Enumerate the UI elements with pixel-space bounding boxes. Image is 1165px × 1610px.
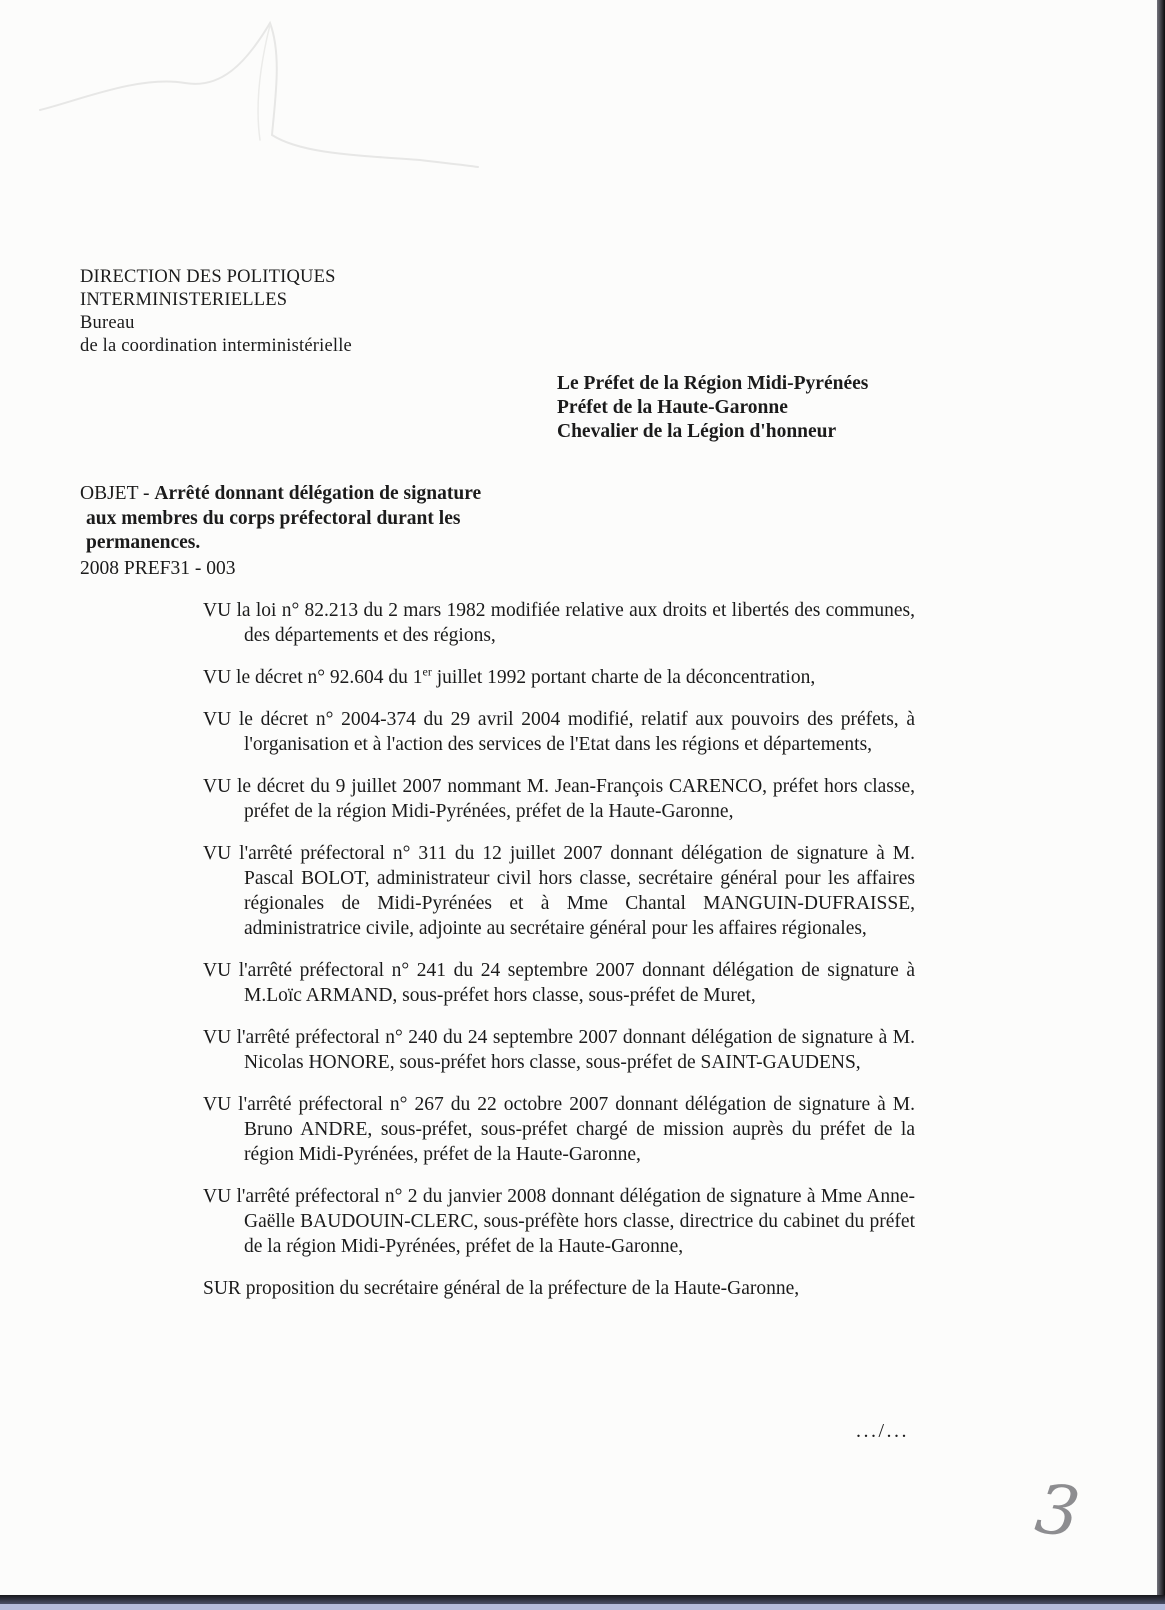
- recital-paragraph: VU l'arrêté préfectoral n° 311 du 12 juillet 2007 donnant délégation de signature à M. Pascal BOLOT, administrateur civil hors classe, secrétaire général pour les affaires régionales de Midi-Pyrénées et à Mme Chantal MANGUIN-DUFRAISSE, administratrice civile, adjointe au secrétaire général pour les affaires régionales,: [203, 843, 915, 939]
- recital-paragraph: VU l'arrêté préfectoral n° 267 du 22 octobre 2007 donnant délégation de signature à M. Bruno ANDRE, sous-préfet, sous-préfet chargé de mission auprès du préfet de la région Midi-Pyrénées, préfet de la Haute-Garonne,: [203, 1094, 915, 1165]
- subject-block: [80, 482, 512, 581]
- scan-edge-strip: [0, 1604, 1165, 1610]
- recital-paragraph: [203, 665, 915, 690]
- scan-border-bottom: [0, 1595, 1165, 1604]
- authority-line: Le Préfet de la Région Midi-Pyrénées: [557, 373, 869, 394]
- sender-address-block: [80, 266, 352, 358]
- sender-line: de la coordination interministérielle: [80, 336, 352, 356]
- scan-border-right: [1157, 0, 1165, 1610]
- recital-paragraph: VU le décret du 9 juillet 2007 nommant M. Jean-François CARENCO, préfet hors classe, préfet de la région Midi-Pyrénées, préfet de la Haute-Garonne,: [203, 776, 915, 822]
- continuation-mark: .../...: [856, 1420, 910, 1442]
- recital-paragraph: VU la loi n° 82.213 du 2 mars 1982 modifiée relative aux droits et libertés des communes, des départements et des régions,: [203, 600, 915, 646]
- issuing-authority-block: [557, 372, 868, 444]
- handwritten-page-number: 3: [1031, 1469, 1084, 1554]
- authority-line: Chevalier de la Légion d'honneur: [557, 421, 837, 442]
- pencil-scribble-mark: [20, 5, 490, 185]
- sender-line: Bureau: [80, 313, 135, 333]
- recital-paragraph: VU le décret n° 2004-374 du 29 avril 2004 modifié, relatif aux pouvoirs des préfets, à l'organisation et à l'action des services de l'Etat dans les régions et départements,: [203, 709, 915, 755]
- recital-paragraph: VU l'arrêté préfectoral n° 240 du 24 septembre 2007 donnant délégation de signature à M. Nicolas HONORE, sous-préfet hors classe, sous-préfet de SAINT-GAUDENS,: [203, 1027, 915, 1073]
- subject-label: OBJET -: [80, 483, 155, 504]
- recitals-column: [203, 598, 915, 1301]
- sender-line: DIRECTION DES POLITIQUES: [80, 267, 336, 287]
- ordinal-superscript: er: [422, 664, 432, 679]
- subject-line: [80, 482, 512, 556]
- sur-proposition-paragraph: SUR proposition du secrétaire général de la préfecture de la Haute-Garonne,: [203, 1278, 800, 1299]
- recital-paragraph: VU l'arrêté préfectoral n° 2 du janvier 2008 donnant délégation de signature à Mme Anne-Gaëlle BAUDOUIN-CLERC, sous-préfète hors classe, directrice du cabinet du préfet de la région Midi-Pyrénées, préfet de la Haute-Garonne,: [203, 1186, 915, 1257]
- subject-text: Arrêté donnant délégation de signature aux membres du corps préfectoral durant les permanences.: [86, 483, 482, 553]
- authority-line: Préfet de la Haute-Garonne: [557, 397, 788, 418]
- recital-text-after-superscript: juillet 1992 portant charte de la déconcentration,: [431, 667, 816, 688]
- recital-text-before-superscript: VU le décret n° 92.604 du 1: [203, 667, 423, 688]
- sender-line: INTERMINISTERIELLES: [80, 290, 288, 310]
- document-reference: 2008 PREF31 - 003: [80, 557, 236, 579]
- recital-paragraph: VU l'arrêté préfectoral n° 241 du 24 septembre 2007 donnant délégation de signature à M.Loïc ARMAND, sous-préfet hors classe, sous-préfet de Muret,: [203, 960, 915, 1006]
